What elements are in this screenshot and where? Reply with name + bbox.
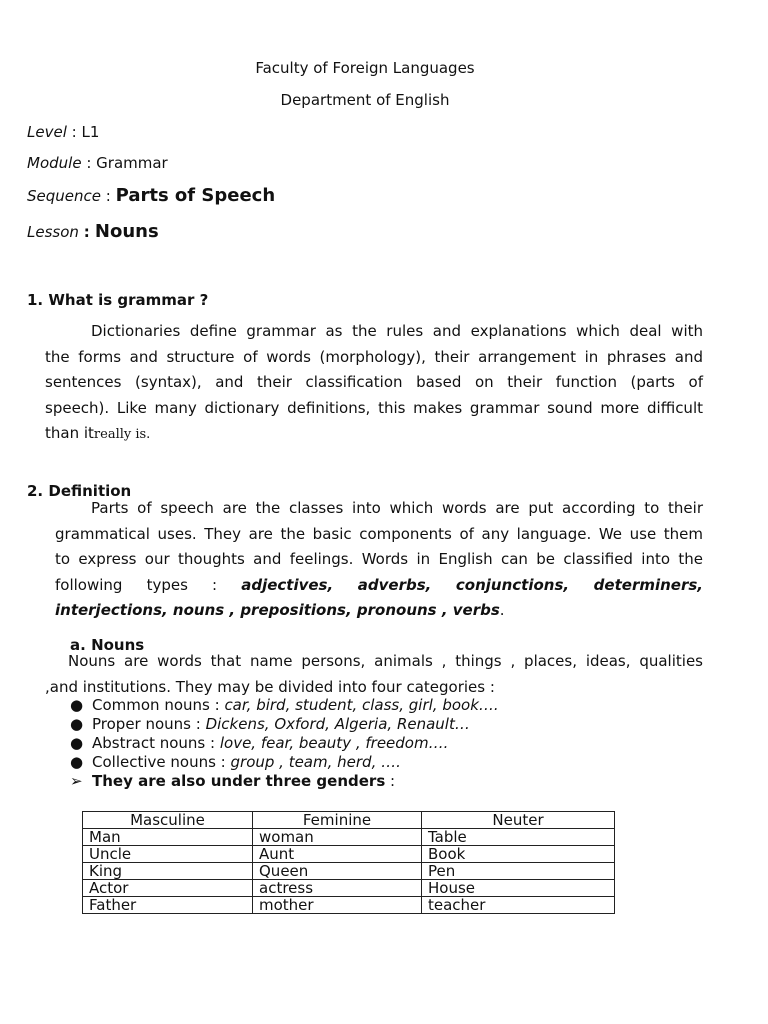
table-cell: Actor [83, 880, 253, 897]
nouns-paragraph [45, 648, 703, 700]
category-label: Common nouns : [92, 696, 225, 714]
lesson-label: Lesson [27, 223, 79, 241]
module-line: Module : Grammar [27, 154, 168, 172]
list-item [70, 715, 499, 734]
paragraph-line: speech). Like many dictionary definitions, this makes grammar sound more difficult [45, 398, 703, 417]
types-list-1: adjectives, adverbs, conjunctions, determiners, [241, 575, 703, 594]
noun-categories-list [70, 696, 499, 791]
table-row [83, 863, 615, 880]
module-value: Grammar [96, 154, 168, 172]
department-title: Department of English [280, 91, 450, 109]
nouns-letter: a. [70, 636, 86, 654]
list-item [70, 696, 499, 715]
period: . [499, 601, 505, 619]
table-row [83, 880, 615, 897]
paragraph-line: to express our thoughts and feelings. Words in English can be classified into the [55, 550, 703, 568]
table-cell: Uncle [83, 846, 253, 863]
table-cell: King [83, 863, 253, 880]
paragraph-text: than it [45, 424, 94, 442]
category-label: Collective nouns : [92, 753, 231, 771]
table-cell: Pen [422, 863, 615, 880]
genders-intro: They are also under three genders [92, 772, 386, 790]
table-header-row [83, 812, 615, 829]
section-2-paragraph [55, 496, 703, 624]
list-item [70, 734, 499, 753]
bullet-icon: ● [70, 753, 84, 771]
types-intro: following types : [55, 575, 218, 594]
lesson-value: Nouns [94, 221, 159, 242]
paragraph-line [55, 598, 703, 624]
paragraph-line: ,and institutions. They may be divided into four categories : [45, 678, 495, 696]
table-cell: actress [253, 880, 422, 897]
gender-table [82, 811, 615, 914]
section-2-title: Definition [48, 482, 132, 500]
table-cell: mother [253, 897, 422, 914]
lesson-line: Lesson : Nouns [27, 221, 159, 242]
table-cell: teacher [422, 897, 615, 914]
list-item [70, 753, 499, 772]
level-line: Level : L1 [27, 123, 100, 141]
category-examples: Dickens, Oxford, Algeria, Renault… [205, 715, 470, 733]
types-list-2: interjections, nouns , prepositions, pronouns , verbs [55, 601, 500, 619]
table-cell: woman [253, 829, 422, 846]
table-row [83, 846, 615, 863]
table-cell: Aunt [253, 846, 422, 863]
table-row [83, 829, 615, 846]
paragraph-text-serif: really is. [93, 427, 151, 442]
column-header: Feminine [253, 812, 422, 829]
faculty-title: Faculty of Foreign Languages [255, 59, 475, 77]
table-cell: Man [83, 829, 253, 846]
paragraph-line: Nouns are words that name persons, animals , things , places, ideas, qualities [68, 652, 703, 670]
table-row [83, 897, 615, 914]
section-1-heading [27, 291, 208, 309]
level-value: L1 [81, 123, 100, 141]
section-1-number: 1. [27, 291, 44, 309]
paragraph-line: Parts of speech are the classes into which words are put according to their [91, 499, 703, 517]
table-cell: Table [422, 829, 615, 846]
paragraph-line: Dictionaries define grammar as the rules and explanations which deal with [91, 322, 703, 340]
column-header: Masculine [83, 812, 253, 829]
paragraph-line [55, 573, 703, 599]
list-item [70, 772, 499, 791]
category-label: Proper nouns : [92, 715, 206, 733]
section-2-number: 2. [27, 482, 44, 500]
category-examples: car, bird, student, class, girl, book…. [224, 696, 499, 714]
table-cell: House [422, 880, 615, 897]
bullet-icon: ● [70, 734, 84, 752]
category-examples: group , team, herd, …. [230, 753, 401, 771]
nouns-title: Nouns [91, 636, 145, 654]
table-cell: Father [83, 897, 253, 914]
genders-colon: : [385, 772, 396, 790]
category-label: Abstract nouns : [92, 734, 220, 752]
column-header: Neuter [422, 812, 615, 829]
category-examples: love, fear, beauty , freedom…. [219, 734, 449, 752]
section-1-title: What is grammar ? [48, 291, 209, 309]
sequence-value: Parts of Speech [115, 185, 276, 206]
paragraph-line [45, 421, 703, 447]
paragraph-line: the forms and structure of words (morphology), their arrangement in phrases and [45, 347, 703, 366]
section-1-paragraph [45, 319, 703, 447]
arrow-bullet-icon: ➢ [70, 772, 83, 790]
paragraph-line: sentences (syntax), and their classification based on their function (parts of [45, 373, 703, 391]
module-label: Module [27, 154, 82, 172]
bullet-icon: ● [70, 696, 84, 714]
level-label: Level [27, 123, 67, 141]
paragraph-line: grammatical uses. They are the basic components of any language. We use them [55, 524, 703, 543]
table-cell: Book [422, 846, 615, 863]
table-cell: Queen [253, 863, 422, 880]
bullet-icon: ● [70, 715, 84, 733]
sequence-label: Sequence [27, 187, 101, 205]
sequence-line: Sequence : Parts of Speech [27, 185, 276, 206]
